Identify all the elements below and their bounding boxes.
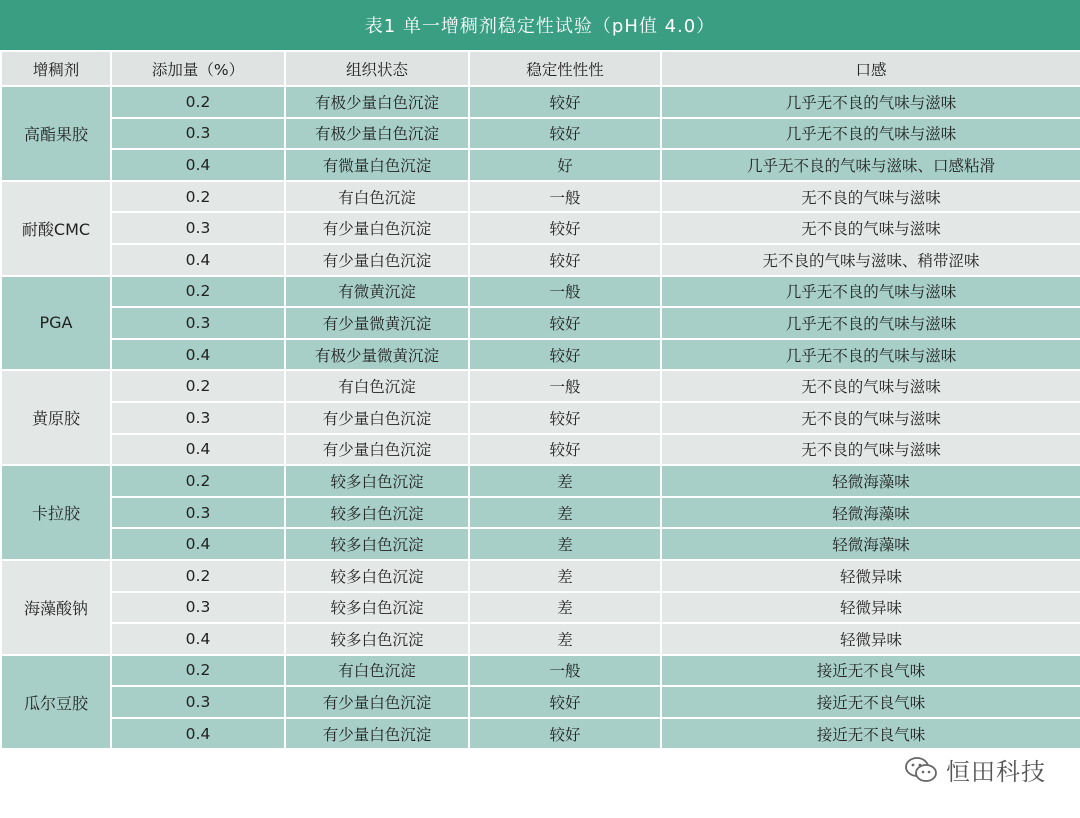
stability-cell: 好	[469, 149, 661, 181]
header-stability: 稳定性性性	[469, 51, 661, 86]
stability-cell: 差	[469, 560, 661, 592]
dosage-cell: 0.3	[111, 118, 285, 150]
stability-cell: 较好	[469, 718, 661, 750]
stability-cell: 一般	[469, 181, 661, 213]
dosage-cell: 0.3	[111, 307, 285, 339]
mouthfeel-cell: 无不良的气味与滋味	[661, 370, 1080, 402]
texture-cell: 有微黄沉淀	[285, 276, 469, 308]
mouthfeel-cell: 几乎无不良的气味与滋味	[661, 118, 1080, 150]
texture-cell: 有白色沉淀	[285, 655, 469, 687]
mouthfeel-cell: 接近无不良气味	[661, 655, 1080, 687]
table-row	[1, 528, 1080, 560]
table-body	[1, 86, 1080, 749]
watermark	[904, 752, 1046, 787]
mouthfeel-cell: 无不良的气味与滋味	[661, 212, 1080, 244]
header-dosage: 添加量（%）	[111, 51, 285, 86]
stability-table	[0, 50, 1080, 750]
stability-cell: 较好	[469, 686, 661, 718]
texture-cell: 有少量白色沉淀	[285, 434, 469, 466]
dosage-cell: 0.3	[111, 686, 285, 718]
table-row	[1, 181, 1080, 213]
table-header-row	[1, 51, 1080, 86]
dosage-cell: 0.4	[111, 434, 285, 466]
stability-cell: 较好	[469, 118, 661, 150]
mouthfeel-cell: 几乎无不良的气味与滋味	[661, 339, 1080, 371]
texture-cell: 有白色沉淀	[285, 370, 469, 402]
wechat-icon	[904, 756, 938, 784]
dosage-cell: 0.3	[111, 402, 285, 434]
table-row	[1, 339, 1080, 371]
thickener-name-cell: 高酯果胶	[1, 86, 111, 181]
stability-cell: 差	[469, 497, 661, 529]
table-title: 表1 单一增稠剂稳定性试验（pH值 4.0）	[0, 0, 1080, 50]
stability-cell: 较好	[469, 307, 661, 339]
mouthfeel-cell: 接近无不良气味	[661, 686, 1080, 718]
table-row	[1, 402, 1080, 434]
watermark-text: 恒田科技	[946, 758, 1046, 786]
stability-cell: 差	[469, 465, 661, 497]
texture-cell: 较多白色沉淀	[285, 592, 469, 624]
stability-cell: 差	[469, 528, 661, 560]
texture-cell: 有少量白色沉淀	[285, 718, 469, 750]
texture-cell: 有少量微黄沉淀	[285, 307, 469, 339]
table-row	[1, 623, 1080, 655]
thickener-name-cell: 瓜尔豆胶	[1, 655, 111, 750]
stability-cell: 较好	[469, 339, 661, 371]
dosage-cell: 0.2	[111, 560, 285, 592]
stability-cell: 较好	[469, 434, 661, 466]
texture-cell: 较多白色沉淀	[285, 497, 469, 529]
dosage-cell: 0.2	[111, 465, 285, 497]
stability-cell: 一般	[469, 370, 661, 402]
dosage-cell: 0.2	[111, 181, 285, 213]
dosage-cell: 0.2	[111, 655, 285, 687]
texture-cell: 较多白色沉淀	[285, 528, 469, 560]
header-texture: 组织状态	[285, 51, 469, 86]
table-row	[1, 560, 1080, 592]
texture-cell: 有极少量白色沉淀	[285, 86, 469, 118]
table-row	[1, 465, 1080, 497]
thickener-name-cell: 卡拉胶	[1, 465, 111, 560]
table-row	[1, 592, 1080, 624]
stability-cell: 较好	[469, 402, 661, 434]
stability-cell: 一般	[469, 655, 661, 687]
mouthfeel-cell: 轻微海藻味	[661, 528, 1080, 560]
dosage-cell: 0.3	[111, 212, 285, 244]
mouthfeel-cell: 无不良的气味与滋味、稍带涩味	[661, 244, 1080, 276]
dosage-cell: 0.4	[111, 718, 285, 750]
texture-cell: 有少量白色沉淀	[285, 686, 469, 718]
mouthfeel-cell: 几乎无不良的气味与滋味	[661, 276, 1080, 308]
dosage-cell: 0.4	[111, 528, 285, 560]
mouthfeel-cell: 接近无不良气味	[661, 718, 1080, 750]
texture-cell: 有白色沉淀	[285, 181, 469, 213]
dosage-cell: 0.2	[111, 370, 285, 402]
texture-cell: 较多白色沉淀	[285, 623, 469, 655]
texture-cell: 有微量白色沉淀	[285, 149, 469, 181]
dosage-cell: 0.2	[111, 276, 285, 308]
stability-cell: 一般	[469, 276, 661, 308]
table-row	[1, 118, 1080, 150]
table-row	[1, 149, 1080, 181]
thickener-name-cell: 海藻酸钠	[1, 560, 111, 655]
mouthfeel-cell: 轻微异味	[661, 560, 1080, 592]
table-row	[1, 434, 1080, 466]
dosage-cell: 0.4	[111, 339, 285, 371]
header-thickener: 增稠剂	[1, 51, 111, 86]
mouthfeel-cell: 无不良的气味与滋味	[661, 402, 1080, 434]
thickener-name-cell: 黄原胶	[1, 370, 111, 465]
mouthfeel-cell: 轻微海藻味	[661, 465, 1080, 497]
table-row	[1, 497, 1080, 529]
header-mouthfeel: 口感	[661, 51, 1080, 86]
table-row	[1, 86, 1080, 118]
mouthfeel-cell: 几乎无不良的气味与滋味	[661, 307, 1080, 339]
dosage-cell: 0.4	[111, 244, 285, 276]
texture-cell: 较多白色沉淀	[285, 465, 469, 497]
dosage-cell: 0.2	[111, 86, 285, 118]
table-row	[1, 307, 1080, 339]
mouthfeel-cell: 几乎无不良的气味与滋味	[661, 86, 1080, 118]
stability-cell: 较好	[469, 244, 661, 276]
thickener-name-cell: PGA	[1, 276, 111, 371]
dosage-cell: 0.4	[111, 149, 285, 181]
table-row	[1, 370, 1080, 402]
mouthfeel-cell: 无不良的气味与滋味	[661, 434, 1080, 466]
table-row	[1, 718, 1080, 750]
table-row	[1, 686, 1080, 718]
mouthfeel-cell: 几乎无不良的气味与滋味、口感粘滑	[661, 149, 1080, 181]
stability-cell: 差	[469, 623, 661, 655]
texture-cell: 有极少量微黄沉淀	[285, 339, 469, 371]
texture-cell: 有极少量白色沉淀	[285, 118, 469, 150]
texture-cell: 有少量白色沉淀	[285, 244, 469, 276]
mouthfeel-cell: 轻微海藻味	[661, 497, 1080, 529]
mouthfeel-cell: 轻微异味	[661, 623, 1080, 655]
dosage-cell: 0.3	[111, 497, 285, 529]
stability-cell: 较好	[469, 86, 661, 118]
thickener-name-cell: 耐酸CMC	[1, 181, 111, 276]
table-row	[1, 244, 1080, 276]
texture-cell: 有少量白色沉淀	[285, 402, 469, 434]
texture-cell: 较多白色沉淀	[285, 560, 469, 592]
stability-cell: 较好	[469, 212, 661, 244]
mouthfeel-cell: 轻微异味	[661, 592, 1080, 624]
dosage-cell: 0.3	[111, 592, 285, 624]
stability-cell: 差	[469, 592, 661, 624]
table-row	[1, 212, 1080, 244]
table-row	[1, 276, 1080, 308]
mouthfeel-cell: 无不良的气味与滋味	[661, 181, 1080, 213]
dosage-cell: 0.4	[111, 623, 285, 655]
texture-cell: 有少量白色沉淀	[285, 212, 469, 244]
table-row	[1, 655, 1080, 687]
